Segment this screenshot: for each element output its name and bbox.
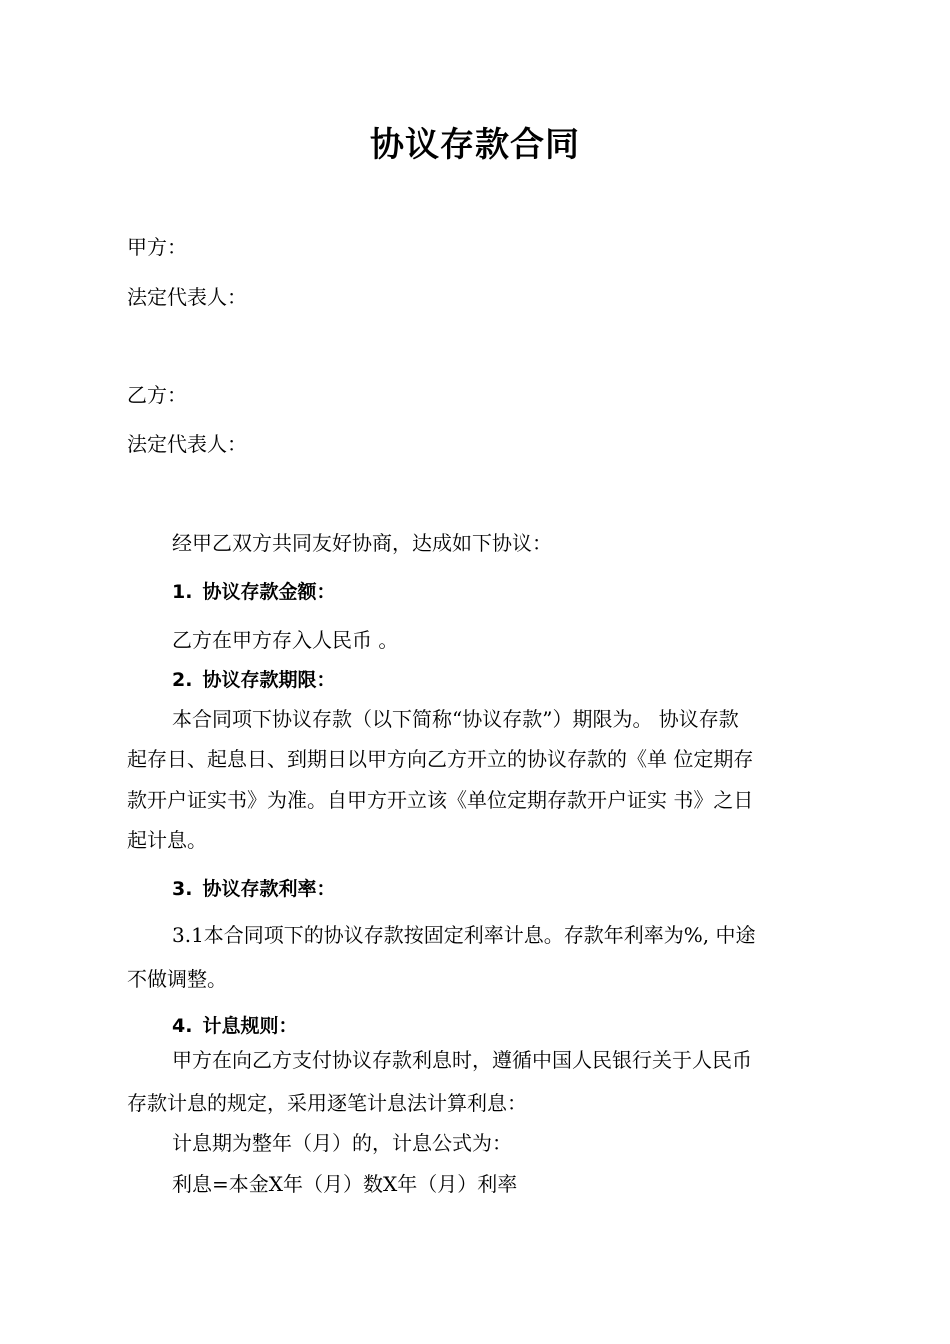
section-2-line-1: 本合同项下协议存款（以下简称“协议存款”）期限为。 协议存款 — [172, 707, 739, 731]
section-4-line-3: 计息期为整年（月）的，计息公式为： — [172, 1131, 512, 1155]
section-number: 2. — [172, 669, 193, 691]
section-2-line-4: 起计息。 — [127, 828, 207, 852]
section-2-line-3: 款开户证实书》为准。自甲方开立该《单位定期存款开户证实 书》之日 — [127, 788, 754, 812]
section-title: 协议存款期限： — [202, 669, 336, 691]
party-b-representative-label: 法定代表人： — [127, 432, 247, 456]
section-title: 协议存款利率： — [202, 878, 336, 900]
party-b-label: 乙方： — [127, 383, 187, 407]
section-number: 4. — [172, 1015, 193, 1037]
section-4-line-2: 存款计息的规定，采用逐笔计息法计算利息： — [127, 1091, 527, 1115]
party-a-representative-label: 法定代表人： — [127, 285, 247, 309]
section-heading-3 — [172, 875, 335, 903]
section-3-line-2: 不做调整。 — [127, 967, 227, 991]
section-heading-4 — [172, 1012, 297, 1040]
section-number: 3. — [172, 878, 193, 900]
section-title: 协议存款金额： — [202, 581, 336, 603]
section-heading-1 — [172, 578, 335, 606]
section-4-line-4: 利息=本金X年（月）数X年（月）利率 — [172, 1172, 518, 1196]
party-a-label: 甲方： — [127, 235, 187, 259]
section-3-line-1: 3.1本合同项下的协议存款按固定利率计息。存款年利率为%, 中途 — [172, 923, 756, 947]
section-4-line-1: 甲方在向乙方支付协议存款利息时，遵循中国人民银行关于人民币 — [172, 1048, 752, 1072]
section-2-line-2: 起存日、起息日、到期日以甲方向乙方开立的协议存款的《单 位定期存 — [127, 747, 754, 771]
section-1-line-1: 乙方在甲方存入人民币 。 — [172, 628, 399, 652]
document-title: 协议存款合同 — [370, 125, 580, 165]
intro-paragraph: 经甲乙双方共同友好协商，达成如下协议： — [172, 531, 552, 555]
section-title: 计息规则： — [202, 1015, 298, 1037]
section-number: 1. — [172, 581, 193, 603]
section-heading-2 — [172, 666, 335, 694]
